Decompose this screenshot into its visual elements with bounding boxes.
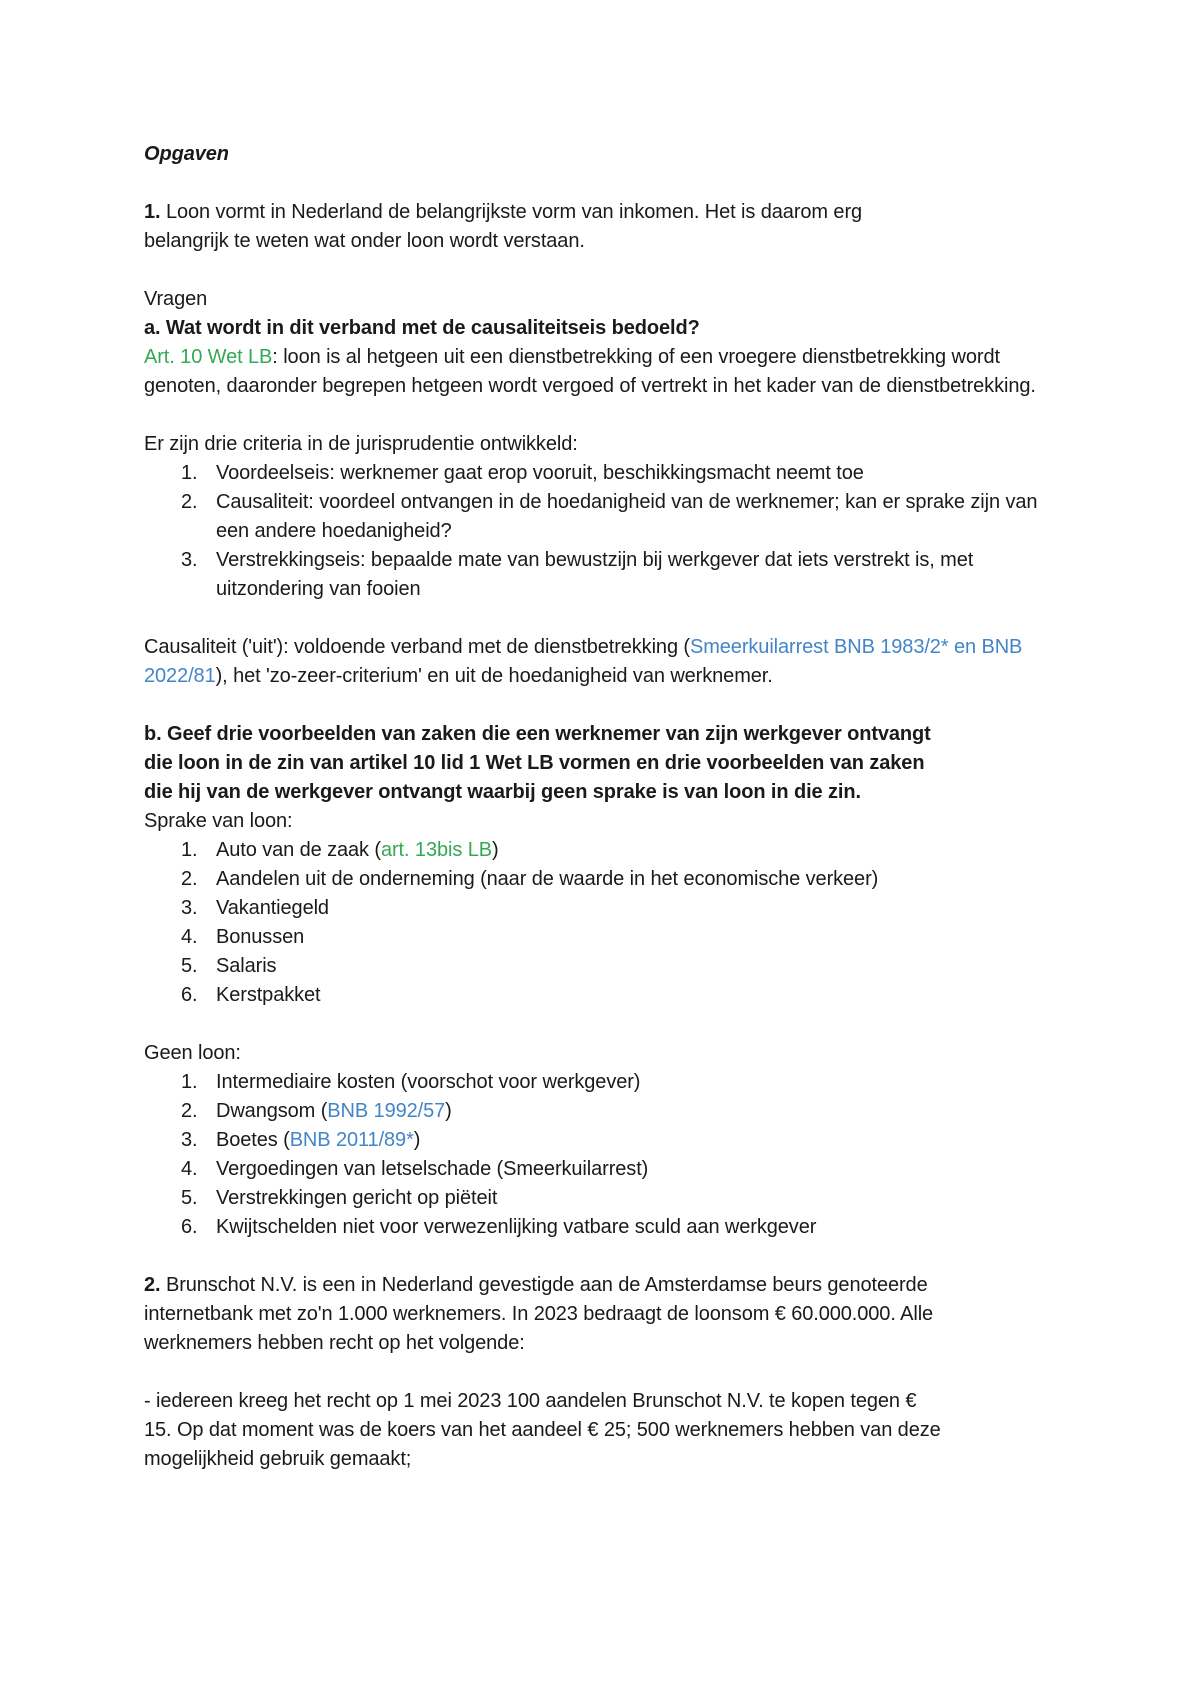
criteria-list [144,459,1064,604]
geen-loon-heading: Geen loon: [144,1042,241,1064]
geen-loon-list [144,1068,1084,1242]
loon-heading: Sprake van loon: [144,810,293,832]
list-item: 5. Verstrekkingen gericht op piëteit [181,1187,498,1209]
list-item: 3. Verstrekkingseis: bepaalde mate van bewustzijn bij werkgever dat iets verstrekt is, met uitzondering van fooien [181,549,974,600]
question-number: 1. [144,201,161,223]
list-item: 6. Kerstpakket [181,984,321,1006]
law-reference-link[interactable]: art. 13bis LB [380,839,492,861]
list-item: 1. Intermediaire kosten (voorschot voor werkgever) [181,1071,641,1093]
case-reference-link[interactable]: BNB 1992/57 [327,1100,446,1122]
question-number: 2. [144,1274,161,1296]
list-item: 6. Kwijtschelden niet voor verwezenlijking vatbare sculd aan werkgever [181,1216,817,1238]
question-2-intro [144,1271,974,1358]
list-item: 1. Voordeelseis: werknemer gaat erop vooruit, beschikkingsmacht neemt toe [181,462,864,484]
list-item: 2. Dwangsom (BNB 1992/57) [181,1100,452,1122]
list-item: 2. Aandelen uit de onderneming (naar de waarde in het economische verkeer) [181,868,879,890]
page-title: Opgaven [144,143,229,165]
question-text: Brunschot N.V. is een in Nederland gevestigde aan de Amsterdamse beurs genoteerde internetbank met zo'n 1.000 werknemers. In 2023 bedraagt de loonsom € 60.000.000. Alle werknemers hebben recht op het volgende: [144,1274,934,1354]
loon-list [144,836,1084,1010]
list-item: 1. Auto van de zaak (art. 13bis LB) [181,839,499,861]
vragen-heading: Vragen [144,288,208,310]
case-reference-link[interactable]: BNB 2011/89* [289,1129,414,1151]
list-item: 4. Vergoedingen van letselschade (Smeerkuilarrest) [181,1158,649,1180]
list-item: 5. Salaris [181,955,277,977]
answer-1a: Art. 10 Wet LB: loon is al hetgeen uit een dienstbetrekking of een vroegere dienstbetrekking wordt genoten, daaronder begrepen hetgeen wordt vergoed of vertrekt in het kader van de dienstbetrekking. [144,346,1036,397]
question-1-intro [144,198,914,256]
question-text: Loon vormt in Nederland de belangrijkste vorm van inkomen. Het is daarom erg belangrijk te weten wat onder loon wordt verstaan. [144,201,863,252]
law-reference-link[interactable]: Art. 10 Wet LB [144,346,273,368]
question-1a: a. Wat wordt in dit verband met de causaliteitseis bedoeld? [144,317,700,339]
document-page [144,140,1084,1474]
case-reference-link[interactable]: Smeerkuilarrest BNB 1983/2* en BNB 2022/81 [144,636,1023,687]
list-item: 4. Bonussen [181,926,305,948]
list-item: 3. Boetes (BNB 2011/89*) [181,1129,421,1151]
question-1b: b. Geef drie voorbeelden van zaken die een werknemer van zijn werkgever ontvangt die loon in de zin van artikel 10 lid 1 Wet LB vormen en drie voorbeelden van zaken die hij van de werkgever ontvangt waarbij geen sprake is van loon in die zin. [144,723,931,803]
question-2-item: - iedereen kreeg het recht op 1 mei 2023 100 aandelen Brunschot N.V. te kopen tegen € 15. Op dat moment was de koers van het aandeel € 25; 500 werknemers hebben van deze mogelijkheid gebruik gemaakt; [144,1390,941,1470]
list-item: 2. Causaliteit: voordeel ontvangen in de hoedanigheid van de werknemer; kan er sprake zijn van een andere hoedanigheid? [181,491,1038,542]
list-item: 3. Vakantiegeld [181,897,329,919]
criteria-intro: Er zijn drie criteria in de jurisprudentie ontwikkeld: [144,433,578,455]
causaliteit-paragraph: Causaliteit ('uit'): voldoende verband met de dienstbetrekking (Smeerkuilarrest BNB 1983/2* en BNB 2022/81), het 'zo-zeer-criterium' en uit de hoedanigheid van werknemer. [144,636,1023,687]
